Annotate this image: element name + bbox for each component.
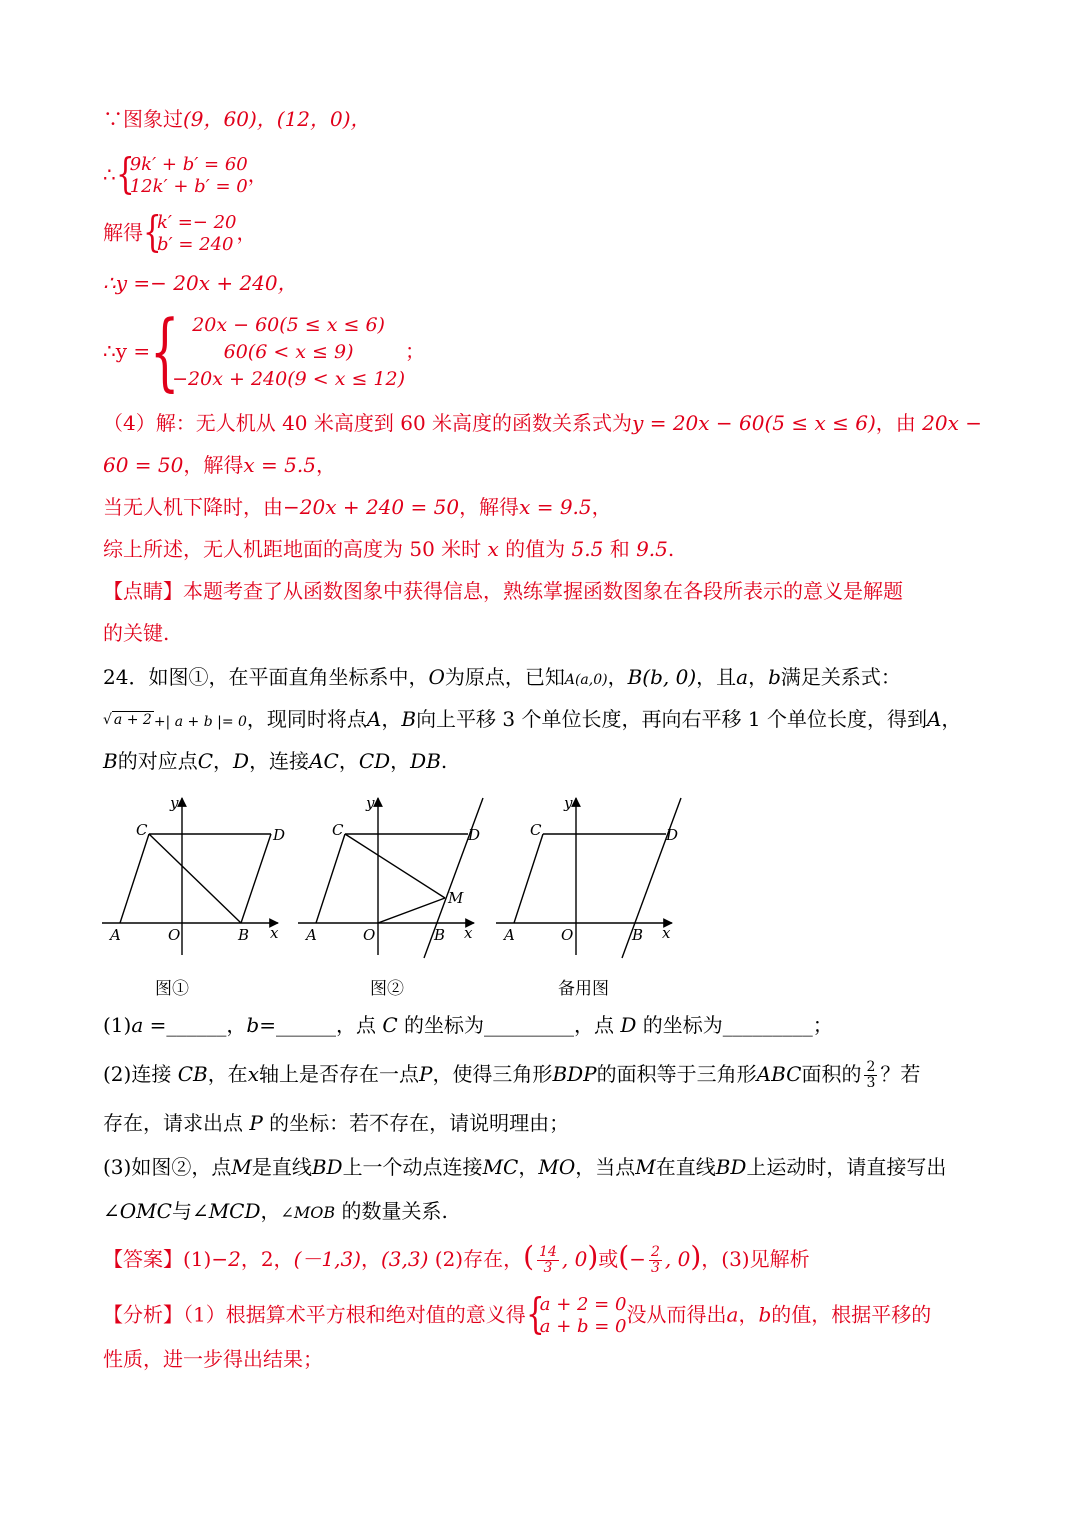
label-y: y <box>366 794 375 812</box>
text: 上一个动点连接 <box>342 1155 483 1179</box>
math: −2 <box>211 1247 241 1271</box>
label-c: C <box>332 821 344 839</box>
text: ， <box>247 162 268 187</box>
math: O <box>428 665 445 689</box>
numerator: 2 <box>650 1244 660 1260</box>
part4-line-1 <box>103 410 982 436</box>
figure-2-labels <box>304 794 480 944</box>
math: , 0 <box>664 1247 691 1271</box>
segment-ac <box>120 834 149 923</box>
math: ∠MOB <box>280 1203 336 1222</box>
subquestion-3-line-2 <box>103 1198 448 1226</box>
numerator: 2 <box>866 1059 876 1075</box>
text: 存在，请求出点 <box>103 1111 250 1135</box>
text: ？若 <box>880 1062 921 1086</box>
text: ， <box>360 1247 381 1271</box>
math: CD <box>358 749 391 773</box>
math: (－1,3) <box>293 1247 361 1271</box>
caption-figure-2: 图② <box>370 979 404 999</box>
subquestion-1 <box>103 1012 833 1038</box>
question-24-line-2 <box>103 706 961 735</box>
math: D <box>620 1013 637 1037</box>
text: 当无人机下降时，由 <box>103 495 283 519</box>
math: C <box>197 749 214 773</box>
solution-system-2 <box>103 207 257 256</box>
math: ∠OMC <box>103 1199 172 1223</box>
label-x: x <box>270 924 279 942</box>
segment-cm <box>345 834 445 898</box>
label-b: B <box>434 926 446 944</box>
segment-db <box>241 834 271 923</box>
text: ，解得 <box>459 495 520 519</box>
fraction <box>537 1245 559 1276</box>
text: ， <box>607 665 628 689</box>
math: x = 9.5 <box>519 495 592 519</box>
text: ，连接 <box>249 749 310 773</box>
math: C <box>382 1013 398 1037</box>
sqrt-expression: √ a + 2 <box>103 712 152 728</box>
question-24-line-1 <box>103 664 901 693</box>
text: ， <box>338 749 359 773</box>
text: ， <box>591 495 612 519</box>
math: 60 = 50 <box>103 453 184 477</box>
text: ， <box>315 453 336 477</box>
text: . <box>440 749 448 773</box>
math: +| a + b |= 0 <box>153 714 247 730</box>
part4-line-3 <box>103 494 612 520</box>
text: ，使得三角形 <box>432 1062 553 1086</box>
equation-system: { a + 2 = 0 a + b = 0 <box>525 1289 627 1338</box>
geometry-figures <box>100 790 700 990</box>
text: . <box>667 537 675 561</box>
text: 的坐标：若不存在，请说明理由； <box>262 1111 570 1135</box>
segment-ac <box>316 834 345 923</box>
eq-row: a + 2 = 0 <box>539 1294 627 1315</box>
text: ，在 <box>207 1062 248 1086</box>
math: b <box>758 1302 772 1327</box>
answer-line: 【答案】(1)−2，2，(－1,3)，(3,3) (2)存在，( $\frac{14}{3}$ , 0)或(− $\frac{2}{3}$ , 0)，(3)见解析 <box>103 1240 810 1276</box>
subquestion-2-line-1 <box>103 1060 920 1091</box>
equation-system: { 9k′ + b′ = 60 12k′ + b′ = 0 <box>115 149 248 198</box>
solution-system-1 <box>103 149 268 198</box>
subquestion-2-line-2 <box>103 1110 569 1136</box>
text: ，2， <box>240 1247 294 1271</box>
label-d: D <box>666 826 679 844</box>
math: x = 5.5 <box>243 453 316 477</box>
math: ABC <box>756 1062 802 1086</box>
text: (1) <box>103 1013 132 1037</box>
text: ， <box>260 1199 281 1223</box>
text: ， <box>738 1302 759 1327</box>
text: =______，点 <box>259 1013 383 1037</box>
figure-2 <box>298 798 483 958</box>
comment-line-1: 【点睛】本题考查了从函数图象中获得信息，熟练掌握函数图象在各段所表示的意义是解题 <box>103 579 903 603</box>
segment-ac <box>514 834 543 923</box>
text: 是直线 <box>251 1155 312 1179</box>
math: BDP <box>552 1062 597 1086</box>
label-o: O <box>363 926 376 944</box>
text: 的坐标为_________，点 <box>397 1013 621 1037</box>
math: (9，60)，(12，0)， <box>183 107 371 131</box>
denominator: 3 <box>650 1260 660 1276</box>
label-y: y <box>170 794 179 812</box>
label-a: A <box>504 926 515 944</box>
math: (3,3) <box>380 1247 429 1271</box>
text: 轴上是否存在一点 <box>258 1062 419 1086</box>
figure-backup <box>496 798 681 958</box>
text: ， <box>518 1155 539 1179</box>
math: A <box>926 707 942 731</box>
math: − <box>629 1247 646 1271</box>
math: BD <box>311 1155 343 1179</box>
math: a <box>736 665 749 689</box>
text: 上运动时，请直接写出 <box>746 1155 947 1179</box>
math: A <box>366 707 382 731</box>
analysis-line-2: 性质，进一步得出结果； <box>103 1347 323 1371</box>
text: 的面积等于三角形 <box>596 1062 757 1086</box>
comment-line-2: 的关键. <box>103 621 170 645</box>
text: 在直线 <box>655 1155 716 1179</box>
part4-line-4 <box>103 536 674 562</box>
math: M <box>635 1155 656 1179</box>
math: MO <box>538 1155 576 1179</box>
label-a: A <box>110 926 121 944</box>
eq-row: a + b = 0 <box>539 1316 627 1337</box>
math: P <box>418 1062 433 1086</box>
solution-line-4: ∴y =− 20x + 240， <box>103 271 298 295</box>
text: ， <box>381 707 402 731</box>
fraction <box>649 1245 662 1276</box>
text: 综上所述，无人机距地面的高度为 50 米时 <box>103 537 488 561</box>
figure-1 <box>102 798 278 955</box>
math: M <box>231 1155 252 1179</box>
text: 满足关系式： <box>780 665 901 689</box>
text: 和 <box>603 537 637 561</box>
math: b <box>246 1013 260 1037</box>
text: 向上平移 3 个单位长度，再向右平移 1 个单位长度，得到 <box>416 707 927 731</box>
text: ∵图象过 <box>103 107 183 131</box>
text: ， <box>213 749 234 773</box>
math: MC <box>482 1155 519 1179</box>
fraction <box>864 1060 877 1091</box>
math: −20x + 240 = 50 <box>283 495 460 519</box>
eq-row: 20x − 60(5 ≤ x ≤ 6) <box>192 314 385 336</box>
math: D <box>233 749 250 773</box>
text: ∴y = <box>103 339 151 363</box>
text: 的值，根据平移的 <box>771 1302 932 1327</box>
equation-system: { k′ =− 20 b′ = 240 <box>143 207 237 256</box>
label-c: C <box>136 821 148 839</box>
line-bd <box>622 798 681 958</box>
math: B <box>103 749 118 773</box>
eq-row: 60(6 < x ≤ 9) <box>223 341 354 363</box>
math: P <box>249 1111 263 1135</box>
text: (2)连接 <box>103 1062 178 1086</box>
eq-row: 9k′ + b′ = 60 <box>129 154 248 175</box>
text: 的值为 <box>498 537 572 561</box>
segment-om <box>378 898 445 923</box>
label-y: y <box>564 794 573 812</box>
text: (2)存在， <box>428 1247 524 1271</box>
subquestion-3-line-1 <box>103 1154 946 1180</box>
text: 的对应点 <box>117 749 198 773</box>
math: BD <box>715 1155 747 1179</box>
math: ∠MCD <box>191 1199 261 1223</box>
text: 与 <box>171 1199 192 1223</box>
eq-row: b′ = 240 <box>157 234 234 255</box>
text: 的坐标为_________； <box>636 1013 833 1037</box>
label-b: B <box>632 926 644 944</box>
text: 【答案】(1) <box>103 1247 212 1271</box>
math: 5.5 <box>571 537 604 561</box>
text: ， <box>390 749 411 773</box>
label-b: B <box>238 926 250 944</box>
text: ，解得 <box>183 453 244 477</box>
analysis-line-1 <box>103 1289 932 1338</box>
text: （4）解：无人机从 40 米高度到 60 米高度的函数关系式为 <box>103 411 633 435</box>
math: a <box>726 1302 739 1327</box>
label-m: M <box>448 889 464 907</box>
denominator: 3 <box>866 1075 876 1091</box>
text: ， <box>748 665 769 689</box>
text: 的数量关系. <box>335 1199 448 1223</box>
denominator: 3 <box>543 1260 553 1276</box>
text: ，当点 <box>575 1155 636 1179</box>
math: DB <box>410 749 441 773</box>
text: ，(3)见解析 <box>701 1247 810 1271</box>
math: CB <box>177 1062 208 1086</box>
math: , 0 <box>561 1247 588 1271</box>
label-d: D <box>273 826 286 844</box>
math: 20x − <box>922 411 982 435</box>
radicand: a + 2 <box>113 712 152 728</box>
math: A(a,0) <box>564 672 608 688</box>
label-d: D <box>468 826 481 844</box>
segment-cb <box>149 834 241 923</box>
text: ，且 <box>696 665 737 689</box>
math: x <box>487 537 499 561</box>
text: 为原点，已知 <box>444 665 565 689</box>
math: 9.5 <box>636 537 668 561</box>
text: 解得 <box>103 220 143 245</box>
text: ； <box>405 339 426 363</box>
math: a <box>131 1013 144 1037</box>
eq-row: k′ =− 20 <box>157 212 237 233</box>
text: ，现同时将点 <box>246 707 367 731</box>
text: 面积的 <box>801 1062 862 1086</box>
text: =______， <box>143 1013 247 1037</box>
label-c: C <box>530 821 542 839</box>
line-bd <box>424 798 483 958</box>
label-x: x <box>464 924 473 942</box>
text: ， <box>941 707 962 731</box>
label-o: O <box>168 926 181 944</box>
math: y = 20x − 60(5 ≤ x ≤ 6) <box>632 411 876 435</box>
label-x: x <box>662 924 671 942</box>
math: b <box>768 665 781 689</box>
text: ， <box>236 220 257 245</box>
therefore-symbol: ∴ <box>103 162 116 187</box>
figure-backup-labels <box>502 794 678 944</box>
question-24-line-3 <box>103 748 447 774</box>
text: 24．如图①，在平面直角坐标系中， <box>103 665 429 689</box>
eq-row: −20x + 240(9 < x ≤ 12) <box>172 368 406 390</box>
label-a: A <box>306 926 317 944</box>
text: 或 <box>598 1247 619 1271</box>
caption-figure-backup: 备用图 <box>558 979 609 999</box>
piecewise-system: { 20x − 60(5 ≤ x ≤ 6) 60(6 < x ≤ 9) −20x + 240(9 < x ≤ 12) <box>150 302 406 400</box>
text: 【分析】（1）根据算术平方根和绝对值的意义得 <box>103 1302 526 1327</box>
math: x <box>247 1062 259 1086</box>
solution-line-1 <box>103 106 371 132</box>
piecewise-function <box>103 302 426 400</box>
text: (3)如图②，点 <box>103 1155 232 1179</box>
math: B(b, 0) <box>627 665 697 689</box>
label-o: O <box>561 926 574 944</box>
eq-row: 12k′ + b′ = 0 <box>129 176 248 197</box>
part4-line-2 <box>103 452 336 478</box>
text: 没从而得出 <box>626 1302 727 1327</box>
math: B <box>401 707 417 731</box>
text: ，由 <box>875 411 923 435</box>
caption-figure-1: 图① <box>155 979 189 999</box>
numerator: 14 <box>539 1244 557 1260</box>
math: AC <box>309 749 339 773</box>
